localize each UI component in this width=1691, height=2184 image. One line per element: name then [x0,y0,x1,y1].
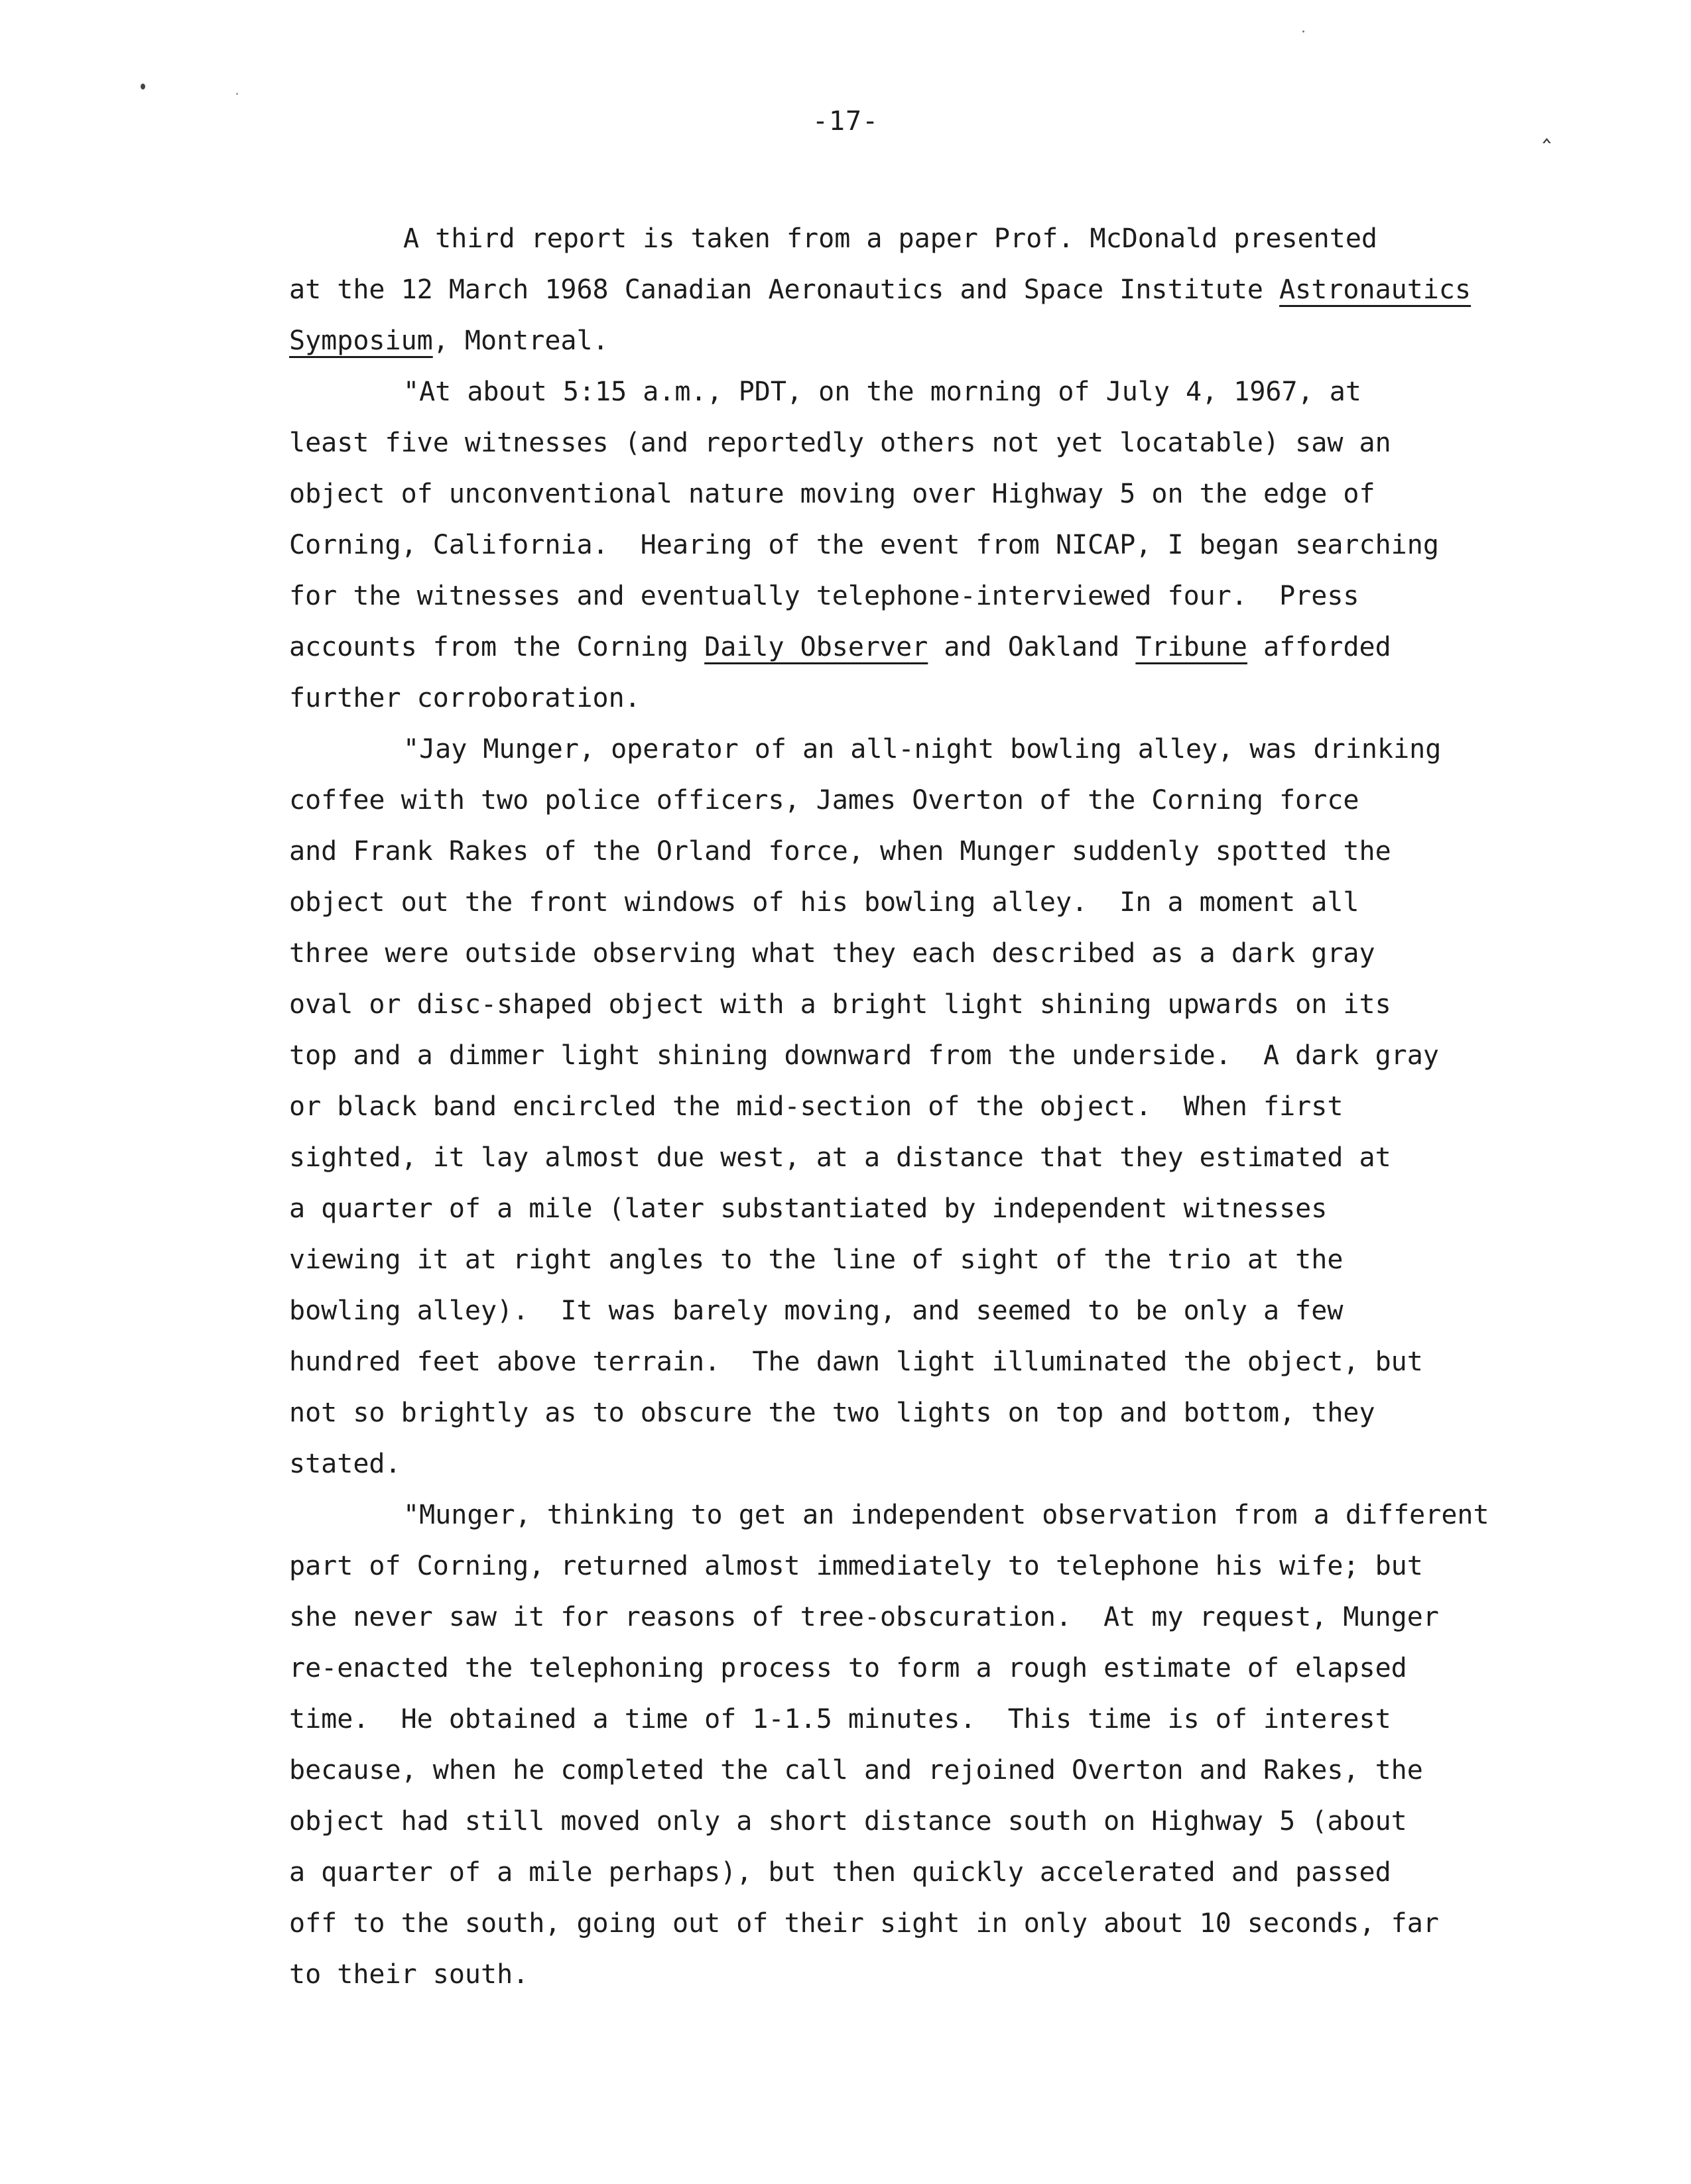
text-line: "At about 5:15 a.m., PDT, on the morning of July 4, 1967, at [403,377,1361,407]
text-span: at the 12 March 1968 Canadian Aeronautics and Space Institute [289,274,1280,305]
text-line: and Frank Rakes of the Orland force, when Munger suddenly spotted the [289,836,1391,867]
text-line: part of Corning, returned almost immediately to telephone his wife; but [289,1551,1423,1581]
document-body [289,213,1576,2000]
text-line: a quarter of a mile perhaps), but then quickly accelerated and passed [289,1857,1391,1888]
text-line: oval or disc-shaped object with a bright light shining upwards on its [289,989,1391,1020]
underlined-title: Tribune [1135,632,1247,662]
text-line: object of unconventional nature moving over Highway 5 on the edge of [289,479,1375,509]
text-line: further corroboration. [289,683,641,713]
text-line: least five witnesses (and reportedly others not yet locatable) saw an [289,428,1391,458]
text-line: because, when he completed the call and rejoined Overton and Rakes, the [289,1755,1423,1786]
text-line: stated. [289,1449,401,1479]
text-line: she never saw it for reasons of tree-obscuration. At my request, Munger [289,1602,1439,1632]
text-line: Corning, California. Hearing of the event from NICAP, I began searching [289,530,1439,560]
text-line: not so brightly as to obscure the two lights on top and bottom, they [289,1398,1375,1428]
underlined-title: Daily Observer [704,632,928,662]
text-line: object out the front windows of his bowling alley. In a moment all [289,887,1359,918]
page-number: -17- [812,106,879,137]
text-line [289,265,1576,316]
corner-mark: ‸ [1542,114,1551,143]
text-line: for the witnesses and eventually telephone-interviewed four. Press [289,581,1359,611]
text-line: time. He obtained a time of 1-1.5 minutes. This time is of interest [289,1704,1391,1734]
text-line: viewing it at right angles to the line of sight of the trio at the [289,1244,1344,1275]
text-line [289,622,1576,673]
text-line: to their south. [289,1959,529,1990]
text-line: hundred feet above terrain. The dawn light illuminated the object, but [289,1347,1423,1377]
text-line: off to the south, going out of their sight in only about 10 seconds, far [289,1908,1439,1939]
underlined-title: Symposium [289,326,433,356]
scan-speck [141,84,145,90]
text-span: afforded [1247,632,1391,662]
text-line: A third report is taken from a paper Prof. McDonald presented [403,223,1378,254]
text-line [289,316,1576,367]
text-line: bowling alley). It was barely moving, and seemed to be only a few [289,1296,1344,1326]
text-span: accounts from the Corning [289,632,705,662]
text-span: , Montreal. [432,326,609,356]
scan-speck [1302,30,1304,32]
text-line: or black band encircled the mid-section of the object. When first [289,1091,1344,1122]
text-line: three were outside observing what they each described as a dark gray [289,938,1375,969]
text-line: coffee with two police officers, James Overton of the Corning force [289,785,1359,816]
underlined-title: Astronautics [1279,274,1472,305]
text-line: object had still moved only a short distance south on Highway 5 (about [289,1806,1407,1837]
text-line: a quarter of a mile (later substantiated by independent witnesses [289,1193,1328,1224]
scan-speck [236,93,238,95]
text-line: re-enacted the telephoning process to form a rough estimate of elapsed [289,1653,1407,1683]
text-line: "Jay Munger, operator of an all-night bowling alley, was drinking [403,734,1442,764]
text-line: "Munger, thinking to get an independent observation from a different [403,1500,1489,1530]
text-span: and Oakland [928,632,1136,662]
text-line: sighted, it lay almost due west, at a distance that they estimated at [289,1142,1391,1173]
text-line: top and a dimmer light shining downward from the underside. A dark gray [289,1040,1439,1071]
